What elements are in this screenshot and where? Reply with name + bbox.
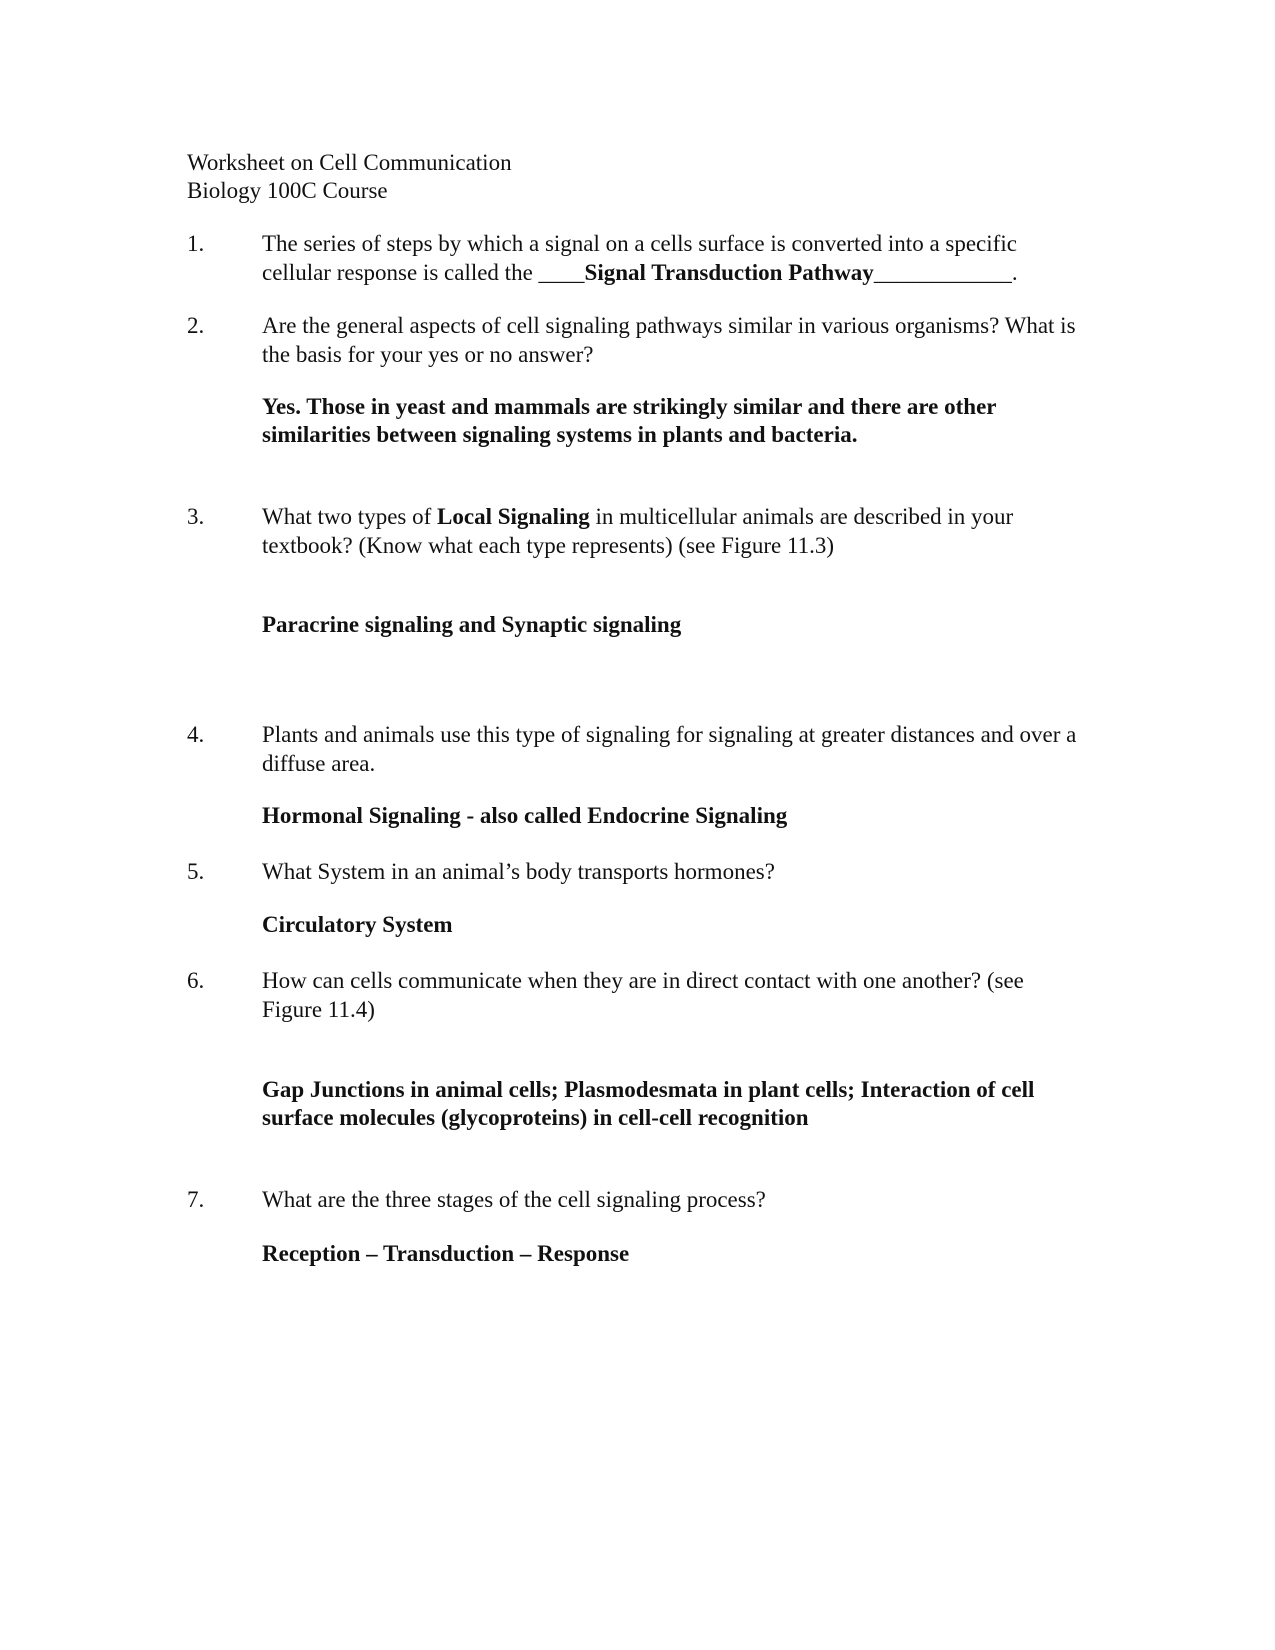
question-number: 1.	[187, 231, 205, 256]
answer-2: Yes. Those in yeast and mammals are strikingly similar and there are other similarities between signaling systems in plants and bacteria.	[262, 394, 997, 447]
local-signaling-term: Local Signaling	[437, 504, 590, 529]
question-number: 2.	[187, 313, 205, 338]
question-text: Are the general aspects of cell signaling pathways similar in various organisms? What is the basis for your yes or no answer?	[262, 313, 1076, 367]
answer-inline: Signal Transduction Pathway	[584, 260, 874, 285]
question-line-pre: cellular response is called the ____	[262, 260, 585, 285]
question-line-post: ____________.	[873, 260, 1018, 285]
question-text: Plants and animals use this type of signaling for signaling at greater distances and over a diffuse area.	[262, 722, 1077, 776]
question-text	[262, 229, 1087, 287]
question-number: 5.	[187, 859, 205, 884]
answer-5: Circulatory System	[262, 912, 453, 937]
worksheet-header	[187, 149, 512, 205]
question-text: What are the three stages of the cell signaling process?	[262, 1187, 766, 1212]
answer-4: Hormonal Signaling - also called Endocrine Signaling	[262, 803, 788, 828]
question-number: 7.	[187, 1187, 205, 1212]
question-text: What System in an animal’s body transports hormones?	[262, 859, 775, 884]
question-line	[262, 258, 1087, 287]
answer-7: Reception – Transduction – Response	[262, 1241, 630, 1266]
question-text: How can cells communicate when they are in direct contact with one another? (see Figure 11.4)	[262, 968, 1024, 1022]
course-name: Biology 100C Course	[187, 178, 388, 203]
worksheet-title: Worksheet on Cell Communication	[187, 150, 512, 175]
answer-3: Paracrine signaling and Synaptic signaling	[262, 612, 682, 637]
question-text: What two types of Local Signaling in multicellular animals are described in your textbook? (Know what each type represents) (see Figure 11.3)	[262, 504, 1014, 558]
question-number: 6.	[187, 968, 205, 993]
answer-6: Gap Junctions in animal cells; Plasmodesmata in plant cells; Interaction of cell surface molecules (glycoproteins) in cell-cell recognition	[262, 1077, 1035, 1130]
question-number: 3.	[187, 504, 205, 529]
question-number: 4.	[187, 722, 205, 747]
question-line: The series of steps by which a signal on a cells surface is converted into a specific	[262, 231, 1017, 256]
